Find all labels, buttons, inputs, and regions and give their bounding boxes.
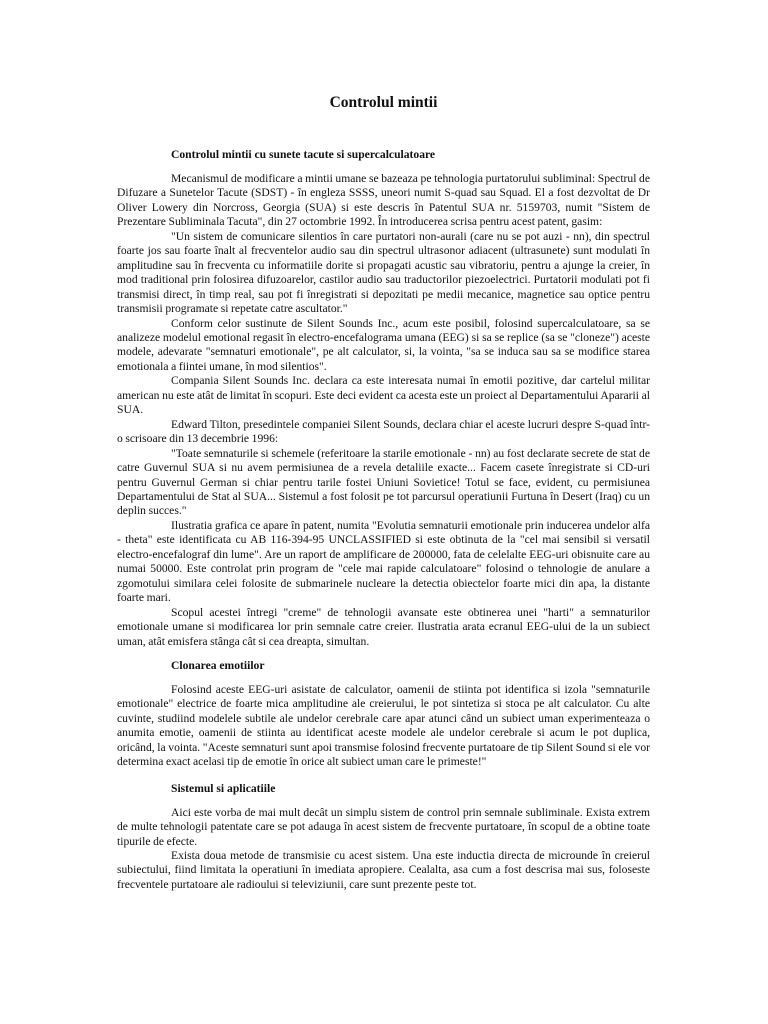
section-heading-supercomputers: Controlul mintii cu sunete tacute si supercalculatoare <box>171 148 436 161</box>
paragraph: "Toate semnaturile si schemele (referitoare la starile emotionale - nn) au fost declarate secrete de stat de catre Guvernul SUA si nu avem permisiunea de a revela detaliile exacte... Facem casete înregistrate si CD-uri pentru Guvernul German si chiar pentru tarile fostei Uniuni Sovietice! Totul se face, evident, cu permisiunea Departamentului de Stat al SUA... Sistemul a fost folosit pe tot parcursul operatiunii Furtuna în Desert (Iraq) cu un deplin succes." <box>117 446 650 518</box>
paragraph: Folosind aceste EEG-uri asistate de calculator, oamenii de stiinta pot identifica si izola "semnaturile emotionale" electrice de foarte mica amplitudine ale creierului, le pot sintetiza si stoca pe alt calculator. Cu alte cuvinte, studiind modelele subtile ale undelor cerebrale care apar atunci când un subiect uman experimenteaza o anumita emotie, oamenii de stiinta au identificat aceste modele ale undelor cerebrale si acum le pot duplica, oricând, la vointa. "Aceste semnaturi sunt apoi transmise folosind frecvente purtatoare de tip Silent Sound si ele vor determina exact acelasi tip de emotie în orice alt subiect uman care le primeste!" <box>117 682 650 769</box>
paragraph: Ilustratia grafica ce apare în patent, numita "Evolutia semnaturii emotionale prin inducerea undelor alfa - theta" este identificata cu AB 116-394-95 UNCLASSIFIED si este obtinuta de la "cel mai sensibil si versatil electro-encefalograf din lume". Are un raport de amplificare de 200000, fata de celelalte EEG-uri obisnuite care au numai 50000. Este controlat prin program de "cele mai rapide calculatoare" folosind o tehnologie de anulare a zgomotului similara celei folosite de submarinele nucleare la detectia obiectelor foarte mici din apa, la distante foarte mari. <box>117 518 650 605</box>
paragraph: Exista doua metode de transmisie cu acest sistem. Una este inductia directa de microunde în creierul subiectului, fiind limitata la operatiuni în imediata apropiere. Cealalta, asa cum a fost descrisa mai sus, foloseste frecventele purtatoare ale radioului si televiziunii, care sunt prezente peste tot. <box>117 849 650 891</box>
paragraph: "Un sistem de comunicare silentios în care purtatori non-aurali (care nu se pot auzi - nn), din spectrul foarte jos sau foarte înalt al frecventelor audio sau din spectrul ultrasonor adiacent (ultrasunete) sunt modulati în amplitudine sau în frecventa cu informatiile dorite si propagati acustic sau vibratoriu, pentru a ajunge la creier, în mod traditional prin folosirea difuzoarelor, castilor audio sau traductorilor piezoelectrici. Purtatorii modulati pot fi transmisi direct, în timp real, sau pot fi înregistrati si depozitati pe medii mecanice, magnetice sau optice pentru transmisii programate si repetate catre ascultator." <box>117 229 650 316</box>
paragraph: Aici este vorba de mai mult decât un simplu sistem de control prin semnale subliminale. Exista extrem de multe tehnologii patentate care se pot adauga în acest sistem de frecvente purtatoare, în scopul de a obtine toate tipurile de efecte. <box>117 805 650 848</box>
paragraph: Edward Tilton, presedintele companiei Silent Sounds, declara chiar el aceste lucruri despre S-quad într-o scrisoare din 13 decembrie 1996: <box>117 417 650 446</box>
paragraph: Scopul acestei întregi "creme" de tehnologii avansate este obtinerea unei "harti" a semnaturilor emotionale umane si modificarea lor prin semnale catre creier. Ilustratia arata ecranul EEG-ului de la un subiect uman, atât emisfera stânga cât si cea dreapta, simultan. <box>117 605 650 648</box>
document-title: Controlul mintii <box>329 94 438 111</box>
paragraph: Mecanismul de modificare a mintii umane se bazeaza pe tehnologia purtatorului subliminal: Spectrul de Difuzare a Sunetelor Tacute (SDST) - în engleza SSSS, uneori numit S-quad sau Squad. El a fost dezvoltat de Dr Oliver Lowery din Norcross, Georgia (SUA) si este descris în Patentul SUA nr. 5159703, numit "Sistem de Prezentare Subliminala Tacuta", din 27 octombrie 1992. În introducerea scrisa pentru acest patent, gasim: <box>117 172 650 229</box>
paragraph: Compania Silent Sounds Inc. declara ca este interesata numai în emotii pozitive, dar cartelul militar american nu este atât de limitat în scopuri. Este deci evident ca acesta este un proiect al Departamentului Apararii al SUA. <box>117 374 650 417</box>
paragraph: Conform celor sustinute de Silent Sounds Inc., acum este posibil, folosind supercalculatoare, sa se analizeze modelul emotional regasit în electro-encefalograma umana (EEG) si sa se replice (sa se "cloneze") aceste modele, adevarate "semnaturi emotionale", pe alt calculator, si, la vointa, "sa se induca sau sa se modifice starea emotionala a fiintei umane, în mod silentios". <box>117 316 650 373</box>
section-heading-emotion-cloning: Clonarea emotiilor <box>171 658 265 672</box>
section-heading-system-applications: Sistemul si aplicatiile <box>171 781 276 795</box>
